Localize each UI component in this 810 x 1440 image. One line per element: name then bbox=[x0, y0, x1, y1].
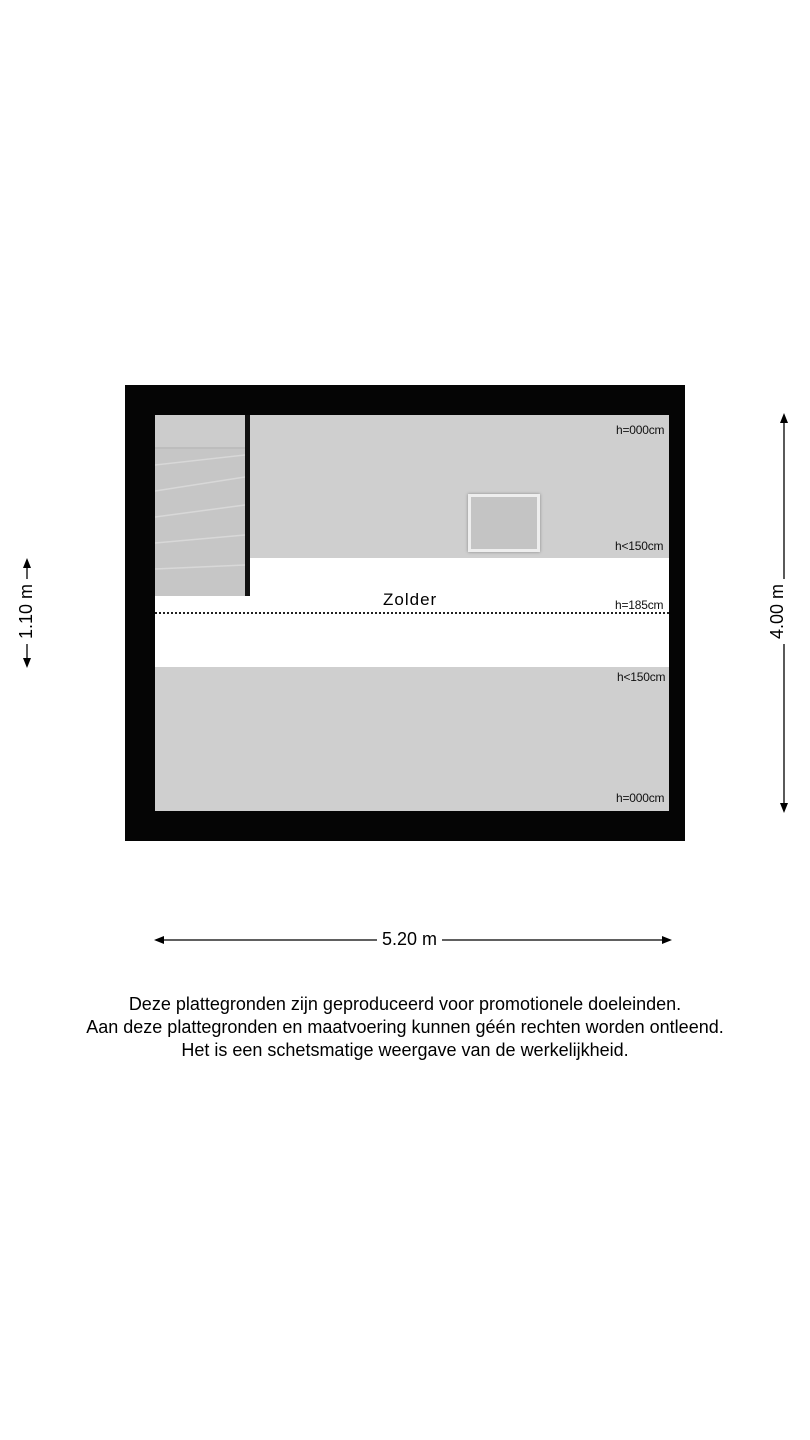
ridge-line bbox=[155, 612, 669, 614]
disclaimer-line-1: Deze plattegronden zijn geproduceerd voor promotionele doeleinden. bbox=[128, 994, 682, 1014]
stair-steps bbox=[155, 447, 245, 596]
width-dimension-label: 5.20 m bbox=[377, 929, 442, 950]
height-label-bottom: h=000cm bbox=[616, 791, 665, 805]
staircase bbox=[155, 415, 249, 596]
room-label: Zolder bbox=[383, 590, 438, 609]
height-label-upper-limit: h<150cm bbox=[615, 539, 664, 553]
depth-dimension-label: 4.00 m bbox=[767, 579, 788, 644]
attic-floor bbox=[155, 415, 669, 811]
height-label-lower-limit: h<150cm bbox=[617, 670, 666, 684]
stair-landing bbox=[155, 415, 245, 449]
height-label-ridge: h=185cm bbox=[615, 598, 664, 612]
disclaimer-line-3: Het is een schetsmatige weergave van de werkelijkheid. bbox=[181, 1040, 629, 1060]
height-label-top: h=000cm bbox=[616, 423, 665, 437]
skylight-window bbox=[468, 494, 540, 552]
stair-partition-wall bbox=[245, 415, 250, 596]
headroom-dimension-label: 1.10 m bbox=[16, 579, 37, 644]
disclaimer-line-2: Aan deze plattegronden en maatvoering kunnen géén rechten worden ontleend. bbox=[86, 1017, 724, 1037]
